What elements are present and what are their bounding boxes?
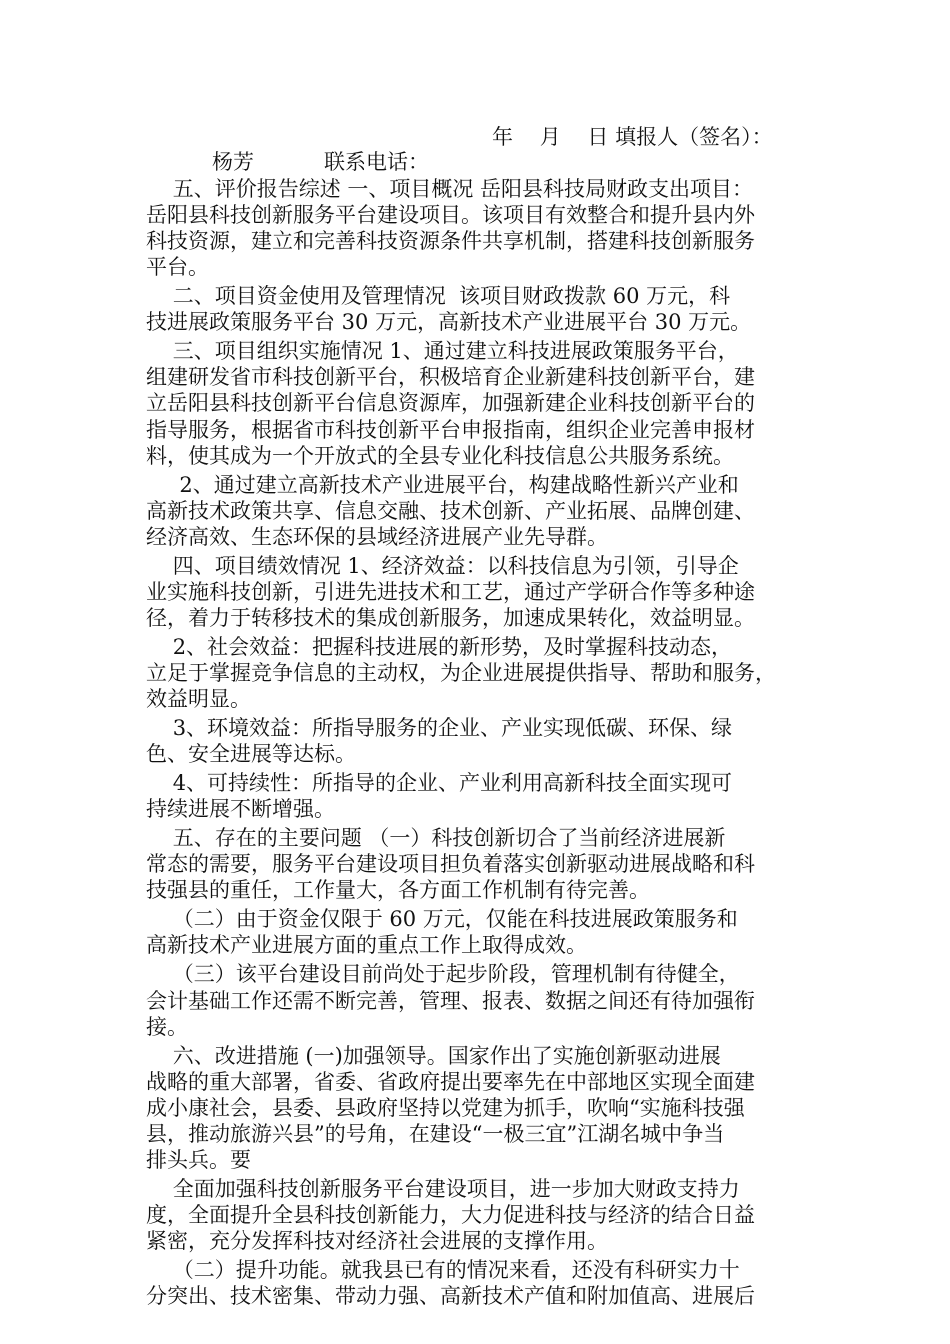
text-line: 县，推动旅游兴县”的号角，在建设“一极三宜”江湖名城中争当 [146, 1121, 725, 1146]
contact-phone-label: 联系电话： [324, 150, 429, 174]
text-line: 效益明显。 [146, 686, 251, 711]
text-line: 组建研发省市科技创新平台，积极培育企业新建科技创新平台，建 [146, 365, 755, 390]
text-line: 全面加强科技创新服务平台建设项目，进一步加大财政支持力 [146, 1176, 740, 1201]
text-line: 紧密，充分发挥科技对经济社会进展的支撑作用。 [146, 1228, 608, 1253]
text-line: 4、可持续性：所指导的企业、产业利用高新科技全面实现可 [146, 771, 733, 796]
reporter-contact-line [212, 149, 429, 175]
date-signature-line: 年 月 日 填报人（签名）： [492, 125, 773, 149]
text-line: （三）该平台建设目前尚处于起步阶段，管理机制有待健全， [146, 962, 740, 987]
text-line: 高新技术政策共享、信息交融、技术创新、产业拓展、品牌创建、 [146, 498, 755, 523]
text-line: （二）由于资金仅限于 60 万元，仅能在科技进展政策服务和 [146, 907, 738, 932]
text-line: 色、安全进展等达标。 [146, 742, 356, 766]
text-line: 业实施科技创新，引进先进技术和工艺，通过产学研合作等多种途 [146, 579, 755, 604]
text-line: 分突出、技术密集、带动力强、高新技术产值和附加值高、进展后 [146, 1284, 755, 1308]
text-line: 3、环境效益：所指导服务的企业、产业实现低碳、环保、绿 [146, 716, 733, 740]
text-line: 经济高效、生态环保的县域经济进展产业先导群。 [146, 524, 608, 549]
text-line: 二、项目资金使用及管理情况 该项目财政拨款 60 万元，科 [146, 284, 731, 309]
text-line: 平台。 [146, 255, 209, 280]
text-line: 立足于掌握竞争信息的主动权，为企业进展提供指导、帮助和服务， [146, 660, 776, 685]
text-line: 五、评价报告综述 一、项目概况 岳阳县科技局财政支出项目： [146, 177, 754, 201]
text-line: 高新技术产业进展方面的重点工作上取得成效。 [146, 933, 587, 958]
text-line: 六、改进措施 (一)加强领导。国家作出了实施创新驱动进展 [146, 1043, 721, 1068]
text-line: 径，着力于转移技术的集成创新服务，加速成果转化，效益明显。 [146, 605, 755, 630]
text-line: 技进展政策服务平台 30 万元，高新技术产业进展平台 30 万元。 [146, 310, 752, 335]
text-line: 立岳阳县科技创新平台信息资源库，加强新建企业科技创新平台的 [146, 391, 755, 416]
text-line: 三、项目组织实施情况 1、通过建立科技进展政策服务平台， [146, 339, 739, 364]
text-line: 排头兵。要 [146, 1147, 251, 1172]
text-line: 2、通过建立高新技术产业进展平台，构建战略性新兴产业和 [146, 472, 739, 497]
text-line: 科技资源，建立和完善科技资源条件共享机制，搭建科技创新服务 [146, 229, 755, 254]
text-line: 接。 [146, 1014, 188, 1039]
text-line: 四、项目绩效情况 1、经济效益：以科技信息为引领，引导企 [146, 553, 739, 578]
text-line: 五、存在的主要问题 （一）科技创新切合了当前经济进展新 [146, 826, 726, 851]
text-line: 岳阳县科技创新服务平台建设项目。该项目有效整合和提升县内外 [146, 203, 755, 228]
text-line: 成小康社会，县委、县政府坚持以党建为抓手，吹响“实施科技强 [146, 1095, 745, 1120]
text-line: 2、社会效益：把握科技进展的新形势，及时掌握科技动态， [146, 634, 733, 659]
text-line: 持续进展不断增强。 [146, 797, 335, 822]
text-line: 常态的需要，服务平台建设项目担负着落实创新驱动进展战略和科 [146, 852, 755, 877]
text-line: 料，使其成为一个开放式的全县专业化科技信息公共服务系统。 [146, 443, 734, 468]
text-line: 指导服务，根据省市科技创新平台申报指南，组织企业完善申报材 [146, 417, 755, 442]
text-line: 度，全面提升全县科技创新能力，大力促进科技与经济的结合日益 [146, 1202, 755, 1227]
text-line: 技强县的重任，工作量大，各方面工作机制有待完善。 [146, 878, 650, 903]
text-line: 会计基础工作还需不断完善，管理、报表、数据之间还有待加强衔 [146, 988, 755, 1013]
text-line: 战略的重大部署，省委、省政府提出要率先在中部地区实现全面建 [146, 1069, 755, 1094]
reporter-name: 杨芳 [212, 150, 254, 174]
text-line: （二）提升功能。就我县已有的情况来看，还没有科研实力十 [146, 1258, 740, 1282]
